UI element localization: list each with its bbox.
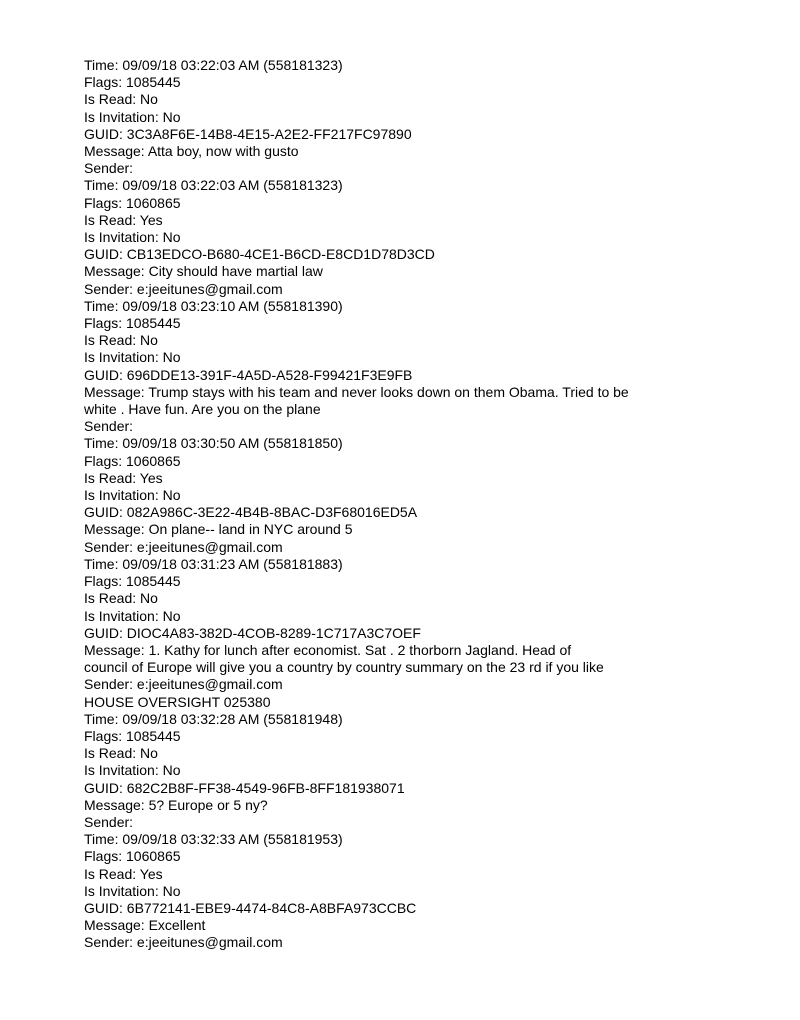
log-line-message: Message: 1. Kathy for lunch after economist. Sat . 2 thorborn Jagland. Head of — [84, 641, 572, 658]
log-line-time: Time: 09/09/18 03:22:03 AM (558181323) — [84, 177, 343, 194]
log-line-message: Message: On plane-- land in NYC around 5 — [84, 521, 353, 538]
log-line-sender: Sender: e:jeeitunes@gmail.com — [84, 538, 283, 555]
log-line-message: Message: 5? Europe or 5 ny? — [84, 796, 268, 813]
log-line-time: Time: 09/09/18 03:31:23 AM (558181883) — [84, 555, 343, 572]
log-line-is-invitation: Is Invitation: No — [84, 108, 181, 125]
log-line-flags: Flags: 1085445 — [84, 727, 181, 744]
log-line-flags: Flags: 1085445 — [84, 315, 181, 332]
log-line-flags: Flags: 1085445 — [84, 74, 181, 91]
log-line-sender: Sender: e:jeeitunes@gmail.com — [84, 280, 283, 297]
log-line-time: Time: 09/09/18 03:32:33 AM (558181953) — [84, 831, 343, 848]
log-line-flags: Flags: 1085445 — [84, 573, 181, 590]
log-line-guid: GUID: 696DDE13-391F-4A5D-A528-F99421F3E9FB — [84, 366, 413, 383]
log-line-is-invitation: Is Invitation: No — [84, 349, 181, 366]
log-line-sender: Sender: e:jeeitunes@gmail.com — [84, 934, 283, 951]
log-line-is-read: Is Read: No — [84, 332, 158, 349]
log-line-is-invitation: Is Invitation: No — [84, 762, 181, 779]
log-line-message-continued: council of Europe will give you a country by country summary on the 23 rd if you like — [84, 659, 604, 676]
log-line-message: Message: Excellent — [84, 917, 206, 934]
log-line-message: Message: Trump stays with his team and never looks down on them Obama. Tried to be — [84, 383, 629, 400]
log-line-sender: Sender: — [84, 160, 134, 177]
log-line-flags: Flags: 1060865 — [84, 848, 181, 865]
log-line-guid: GUID: 082A986C-3E22-4B4B-8BAC-D3F68016ED5A — [84, 504, 418, 521]
log-line-guid: GUID: 3C3A8F6E-14B8-4E15-A2E2-FF217FC97890 — [84, 125, 412, 142]
log-line-flags: Flags: 1060865 — [84, 452, 181, 469]
log-line-is-invitation: Is Invitation: No — [84, 882, 181, 899]
log-line-time: Time: 09/09/18 03:22:03 AM (558181323) — [84, 57, 343, 73]
log-line-is-invitation: Is Invitation: No — [84, 607, 181, 624]
log-line-time: Time: 09/09/18 03:30:50 AM (558181850) — [84, 435, 343, 452]
log-line-message-continued: white . Have fun. Are you on the plane — [84, 401, 321, 418]
log-line-guid: GUID: 6B772141-EBE9-4474-84C8-A8BFA973CCBC — [84, 899, 417, 916]
message-log — [84, 57, 774, 952]
log-line-guid: GUID: 682C2B8F-FF38-4549-96FB-8FF181938071 — [84, 779, 405, 796]
log-line-sender: Sender: — [84, 813, 134, 830]
log-line-is-read: Is Read: No — [84, 590, 158, 607]
log-line-sender: Sender: e:jeeitunes@gmail.com — [84, 676, 283, 693]
log-line-is-invitation: Is Invitation: No — [84, 229, 181, 246]
log-line-is-invitation: Is Invitation: No — [84, 487, 181, 504]
log-line-sender: Sender: — [84, 418, 134, 435]
log-line-is-read: Is Read: No — [84, 745, 158, 762]
log-line-time: Time: 09/09/18 03:32:28 AM (558181948) — [84, 710, 343, 727]
log-line-guid: GUID: CB13EDCO-B680-4CE1-B6CD-E8CD1D78D3CD — [84, 246, 435, 263]
log-line-message: Message: Atta boy, now with gusto — [84, 143, 299, 160]
log-line-is-read: Is Read: Yes — [84, 865, 163, 882]
log-line-flags: Flags: 1060865 — [84, 194, 181, 211]
log-line-is-read: Is Read: No — [84, 91, 158, 108]
log-line-is-read: Is Read: Yes — [84, 211, 163, 228]
log-line-time: Time: 09/09/18 03:23:10 AM (558181390) — [84, 297, 343, 314]
log-line-guid: GUID: DIOC4A83-382D-4COB-8289-1C717A3C7OEF — [84, 624, 421, 641]
log-line-message: Message: City should have martial law — [84, 263, 323, 280]
log-line-is-read: Is Read: Yes — [84, 469, 163, 486]
bates-stamp: HOUSE OVERSIGHT 025380 — [84, 693, 271, 710]
